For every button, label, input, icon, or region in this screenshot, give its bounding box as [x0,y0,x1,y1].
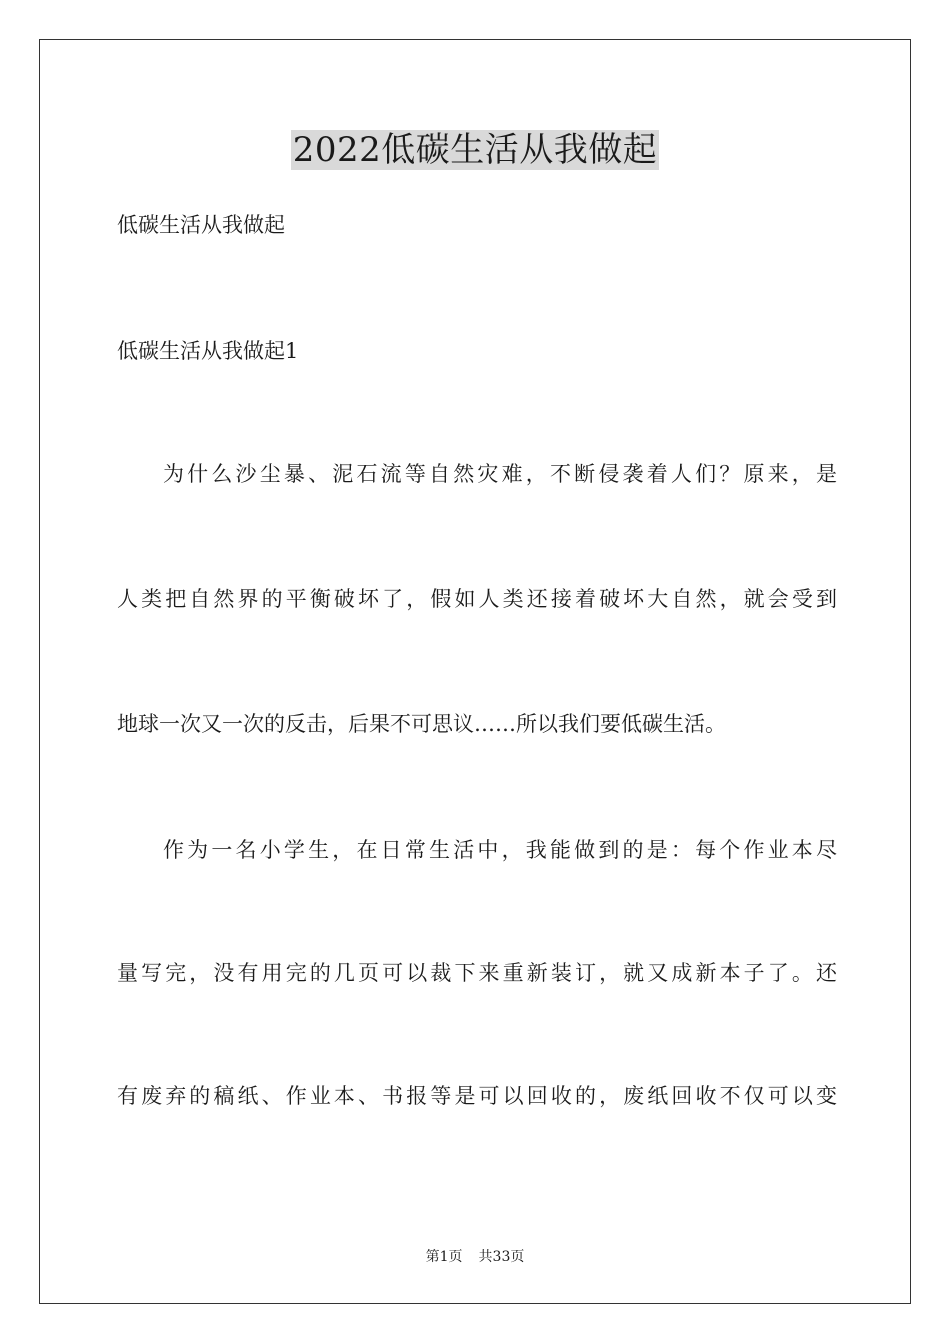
section-heading: 低碳生活从我做起1 [117,339,299,363]
page-total: 共33页 [478,1249,525,1265]
paragraph-line: 作为一名小学生，在日常生活中，我能做到的是：每个作业本尽 [163,838,837,862]
page-number: 第1页 [425,1249,463,1265]
paragraph-line: 人类把自然界的平衡破坏了，假如人类还接着破坏大自然，就会受到 [117,587,837,611]
paragraph-line: 为什么沙尘暴、泥石流等自然灾难，不断侵袭着人们？原来，是 [163,462,837,486]
document-subtitle: 低碳生活从我做起 [117,213,285,237]
document-title [0,127,950,173]
paragraph-line: 量写完，没有用完的几页可以裁下来重新装订，就又成新本子了。还 [117,961,837,985]
document-title-text: 2022低碳生活从我做起 [292,130,658,170]
paragraph-line: 地球一次又一次的反击，后果不可思议……所以我们要低碳生活。 [117,712,726,736]
paragraph-line: 有废弃的稿纸、作业本、书报等是可以回收的，废纸回收不仅可以变 [117,1084,837,1108]
page-footer [0,1247,950,1267]
